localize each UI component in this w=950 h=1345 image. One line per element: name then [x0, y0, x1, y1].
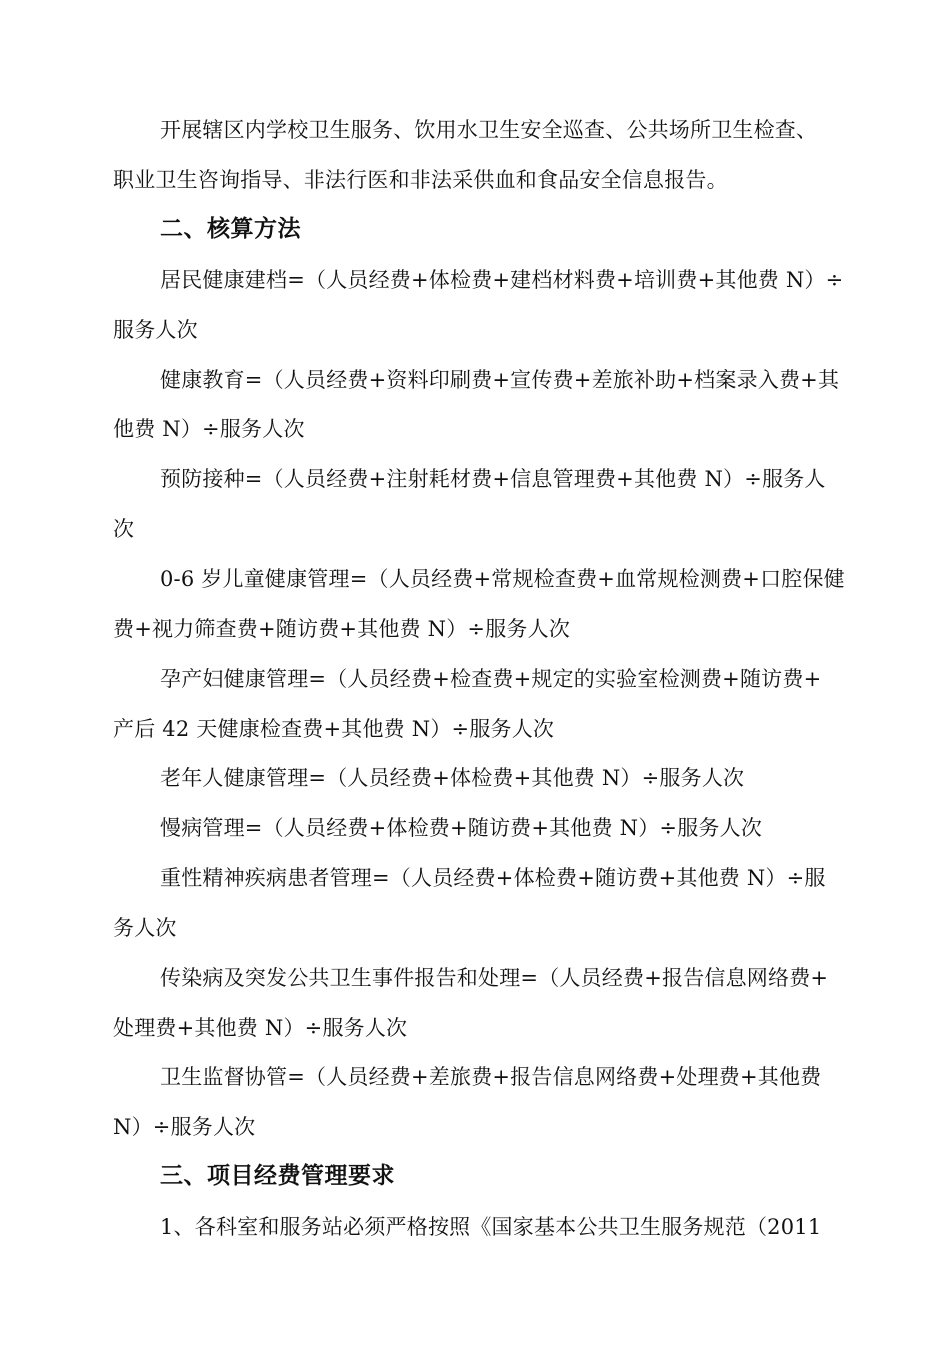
- paragraph-line: 服务人次: [113, 318, 198, 342]
- paragraph-line: 慢病管理=（人员经费+体检费+随访费+其他费 N）÷服务人次: [160, 816, 763, 840]
- paragraph-line: 预防接种=（人员经费+注射耗材费+信息管理费+其他费 N）÷服务人: [160, 467, 826, 491]
- paragraph-line: 健康教育=（人员经费+资料印刷费+宣传费+差旅补助+档案录入费+其: [160, 368, 840, 392]
- paragraph-line: 费+视力筛查费+随访费+其他费 N）÷服务人次: [113, 617, 571, 641]
- paragraph-line: 职业卫生咨询指导、非法行医和非法采供血和食品安全信息报告。: [113, 168, 728, 192]
- paragraph-line: 处理费+其他费 N）÷服务人次: [113, 1016, 408, 1040]
- paragraph-line: 居民健康建档=（人员经费+体检费+建档材料费+培训费+其他费 N）÷: [160, 268, 844, 292]
- section-heading: 二、核算方法: [160, 215, 301, 242]
- section-heading: 三、项目经费管理要求: [160, 1162, 395, 1189]
- paragraph-line: 卫生监督协管=（人员经费+差旅费+报告信息网络费+处理费+其他费: [160, 1065, 822, 1089]
- paragraph-line: 他费 N）÷服务人次: [113, 417, 305, 441]
- paragraph-line: N）÷服务人次: [113, 1115, 256, 1139]
- paragraph-line: 传染病及突发公共卫生事件报告和处理=（人员经费+报告信息网络费+: [160, 966, 829, 990]
- paragraph-line: 老年人健康管理=（人员经费+体检费+其他费 N）÷服务人次: [160, 766, 745, 790]
- paragraph-line: 务人次: [113, 916, 177, 940]
- paragraph-line: 1、各科室和服务站必须严格按照《国家基本公共卫生服务规范（2011: [160, 1215, 822, 1239]
- paragraph-line: 0-6 岁儿童健康管理=（人员经费+常规检查费+血常规检测费+口腔保健: [160, 567, 845, 591]
- paragraph-line: 孕产妇健康管理=（人员经费+检查费+规定的实验室检测费+随访费+: [160, 667, 822, 691]
- paragraph-line: 重性精神疾病患者管理=（人员经费+体检费+随访费+其他费 N）÷服: [160, 866, 826, 890]
- paragraph-line: 开展辖区内学校卫生服务、饮用水卫生安全巡查、公共场所卫生检查、: [160, 118, 818, 142]
- paragraph-line: 产后 42 天健康检查费+其他费 N）÷服务人次: [113, 717, 555, 741]
- paragraph-line: 次: [113, 517, 135, 541]
